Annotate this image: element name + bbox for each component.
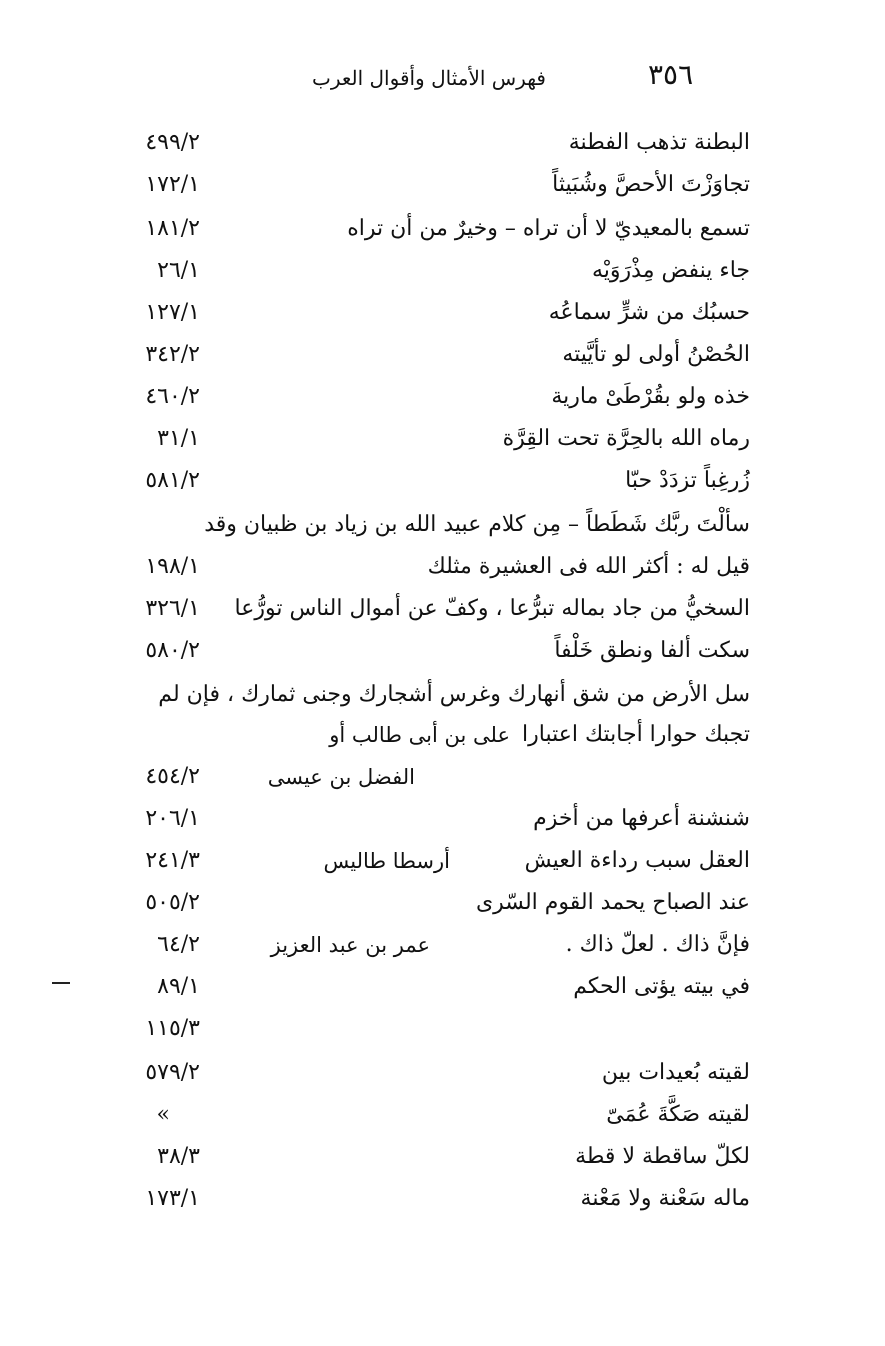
index-entry	[100, 842, 750, 882]
volume-page-ref: ٥٧٩/٢	[145, 1060, 200, 1085]
volume-page-ref: ٢٤١/٣	[145, 848, 200, 873]
volume-page-ref: ٥٠٥/٢	[145, 890, 200, 915]
proverb-text: تسمع بالمعيديّ لا أن تراه – وخيرٌ من أن تراه	[347, 216, 750, 241]
proverb-text: جاء ينفض مِذْرَوَيْه	[592, 258, 750, 283]
margin-mark	[52, 982, 70, 984]
volume-page-ref: ٤٦٠/٢	[145, 384, 200, 409]
volume-page-ref: ١٩٨/١	[145, 554, 200, 579]
index-entry	[100, 884, 750, 924]
index-entry	[100, 590, 750, 630]
index-entry	[100, 968, 750, 1008]
index-entry	[100, 210, 750, 250]
volume-page-ref: ٤٥٤/٢	[145, 764, 200, 789]
volume-page-ref: ٦٤/٢	[157, 932, 200, 957]
proverb-text: تجاوَزْتَ الأحصَّ وشُبَيثاً	[552, 172, 750, 197]
proverb-text: خذه ولو بقُرْطَىْ مارية	[551, 384, 750, 409]
attribution: أرسطا طاليس	[323, 849, 450, 873]
proverb-text: البطنة تذهب الفطنة	[568, 130, 750, 155]
proverb-text: العقل سبب رداءة العيش	[524, 848, 750, 873]
index-entry	[100, 1180, 750, 1220]
proverb-text: تجبك حوارا أجابتك اعتبارا	[522, 722, 750, 747]
index-entry	[100, 124, 750, 164]
index-entry	[100, 336, 750, 376]
index-entry	[100, 716, 750, 756]
volume-page-ref: ٣٤٢/٢	[145, 342, 200, 367]
volume-page-ref: ٤٩٩/٢	[145, 130, 200, 155]
proverb-text: حسبُك من شرٍّ سماعُه	[548, 300, 750, 325]
volume-page-ref: ٢٠٦/١	[145, 806, 200, 831]
index-entry	[100, 252, 750, 292]
proverb-text: عند الصباح يحمد القوم السّرى	[475, 890, 750, 915]
attribution: على بن أبى طالب أو	[329, 723, 510, 747]
index-entry	[100, 378, 750, 418]
proverb-text: السخيُّ من جاد بماله تبرُّعا ، وكفّ عن أموال الناس تورُّعا	[234, 596, 750, 621]
proverb-text: لقيته بُعيدات بين	[601, 1060, 750, 1085]
index-entry	[100, 548, 750, 588]
attribution: عمر بن عبد العزيز	[270, 933, 430, 957]
proverb-text: شنشنة أعرفها من أخزم	[533, 806, 750, 831]
index-entry	[100, 462, 750, 502]
index-entry	[100, 1054, 750, 1094]
proverb-text: في بيته يؤتى الحكم	[573, 974, 750, 999]
attribution: الفضل بن عيسى	[267, 765, 415, 789]
volume-page-ref: ٣١/١	[157, 426, 200, 451]
proverb-text: ماله سَعْنة ولا مَعْنة	[580, 1186, 750, 1211]
volume-page-ref: ١٧٣/١	[145, 1186, 200, 1211]
proverb-text: قيل له : أكثر الله فى العشيرة مثلك	[427, 554, 750, 579]
proverb-text: الحُصْنُ أولى لو تأيَّيته	[562, 342, 750, 367]
index-entry	[100, 166, 750, 206]
index-entry	[100, 1096, 750, 1136]
proverb-text: سكت ألفا ونطق خَلْفاً	[554, 638, 750, 663]
index-entry	[100, 1138, 750, 1178]
volume-page-ref: ١١٥/٣	[145, 1016, 200, 1041]
proverb-text: زُرغِباً تزدَدْ حبّا	[625, 468, 750, 493]
volume-page-ref: ٨٩/١	[157, 974, 200, 999]
proverb-text: سل الأرض من شق أنهارك وغرس أشجارك وجنى ثمارك ، فإن لم	[158, 682, 750, 707]
index-entry	[100, 1010, 750, 1050]
volume-page-ref: ١٨١/٢	[145, 216, 200, 241]
proverb-text: لقيته صَكَّةَ عُمَىّ	[606, 1102, 750, 1127]
volume-page-ref: ١٧٢/١	[145, 172, 200, 197]
volume-page-ref: ٢٦/١	[157, 258, 200, 283]
index-entry	[204, 506, 750, 546]
proverb-text: لكلّ ساقطة لا قطة	[575, 1144, 750, 1169]
volume-page-ref: ١٢٧/١	[145, 300, 200, 325]
proverb-text: رماه الله بالحِرَّة تحت القِرَّة	[502, 426, 750, 451]
index-entry	[100, 420, 750, 460]
page-number: ٣٥٦	[648, 58, 694, 91]
volume-page-ref: ٣٨/٣	[157, 1144, 200, 1169]
volume-page-ref: ٥٨٠/٢	[145, 638, 200, 663]
index-entry	[158, 676, 750, 716]
proverb-text: سألْتَ ربَّك شَطَطاً – مِن كلام عبيد الله بن زياد بن ظبيان وقد	[204, 512, 750, 537]
index-entry	[100, 632, 750, 672]
index-entry	[100, 926, 750, 966]
running-title: فهرس الأمثال وأقوال العرب	[312, 66, 546, 90]
ditto-mark: »	[156, 1102, 170, 1127]
volume-page-ref: ٥٨١/٢	[145, 468, 200, 493]
index-entry	[100, 800, 750, 840]
volume-page-ref: ٣٢٦/١	[145, 596, 200, 621]
proverb-text: فإنَّ ذاك . لعلّ ذاك .	[565, 932, 750, 957]
index-entry	[100, 294, 750, 334]
index-entry	[100, 758, 750, 798]
